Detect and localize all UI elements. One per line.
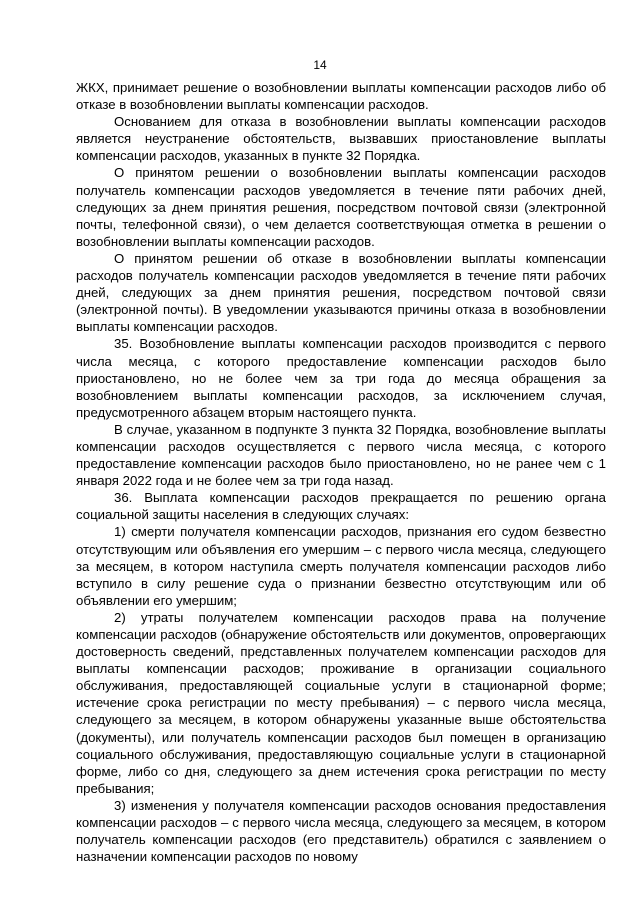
paragraph-refusal-grounds: Основанием для отказа в возобновлении выплаты компенсации расходов является неустранение обстоятельств, вызвавших приостановление выплаты компенсации расходов, указанных в пункте 32 Порядка. [76,114,606,164]
paragraph-continuation: ЖКХ, принимает решение о возобновлении выплаты компенсации расходов либо об отказе в возобновлении выплаты компенсации расходов. [76,80,606,113]
paragraph-subitem-3: 3) изменения у получателя компенсации расходов основания предоставления компенсации расходов – с первого числа месяца, следующего за месяцем, в котором получатель компенсации расходов (его представитель) обратился с заявлением о назначении компенсации расходов по новому [76,797,606,865]
paragraph-item-36: 36. Выплата компенсации расходов прекращается по решению органа социальной защиты населения в следующих случаях: [76,490,606,523]
document-body [76,79,606,865]
paragraph-item-35-case: В случае, указанном в подпункте 3 пункта 32 Порядка, возобновление выплаты компенсации расходов осуществляется с первого числа месяца, с которого предоставление компенсации расходов было приостановлено, но не ранее чем с 1 января 2022 года и не более чем за три года назад. [76,421,606,489]
paragraph-subitem-2: 2) утраты получателем компенсации расходов права на получение компенсации расходов (обнаружение обстоятельств или документов, опровергающих достоверность сведений, представленных получателем компенсации расходов для выплаты компенсации расходов; проживание в организации социального обслуживания, предоставляющей социальные услуги в стационарной форме; истечение срока регистрации по месту пребывания) – с первого числа месяца, следующего за месяцем, в котором обнаружены указанные выше обстоятельства (документы), или получатель компенсации расходов был помещен в организацию социального обслуживания, предоставляющую социальные услуги в стационарной форме, либо со дня, следующего за днем истечения срока регистрации по месту пребывания; [76,609,606,796]
paragraph-item-35: 35. Возобновление выплаты компенсации расходов производится с первого числа месяца, с которого предоставление компенсации расходов было приостановлено, но не более чем за три года до месяца обращения за возобновлением выплаты компенсации расходов, за исключением случая, предусмотренного абзацем вторым настоящего пункта. [76,336,606,420]
paragraph-resume-notice: О принятом решении о возобновлении выплаты компенсации расходов получатель компенсации расходов уведомляется в течение пяти рабочих дней, следующих за днем принятия решения, посредством почтовой связи (электронной почты, телефонной связи), о чем делается соответствующая отметка в решении о возобновлении выплаты компенсации расходов. [76,165,606,249]
paragraph-refusal-notice: О принятом решении об отказе в возобновлении выплаты компенсации расходов получатель компенсации расходов уведомляется в течение пяти рабочих дней, следующих за днем принятия решения, посредством почтовой связи (электронной почты). В уведомлении указываются причины отказа в возобновлении выплаты компенсации расходов. [76,250,606,335]
page-number: 14 [313,58,327,72]
paragraph-subitem-1: 1) смерти получателя компенсации расходов, признания его судом безвестно отсутствующим или объявления его умершим – с первого числа месяца, следующего за месяцем, в котором наступила смерть получателя компенсации расходов либо вступило в силу решение суда о признании безвестно отсутствующим или об объявлении его умершим; [76,524,606,608]
